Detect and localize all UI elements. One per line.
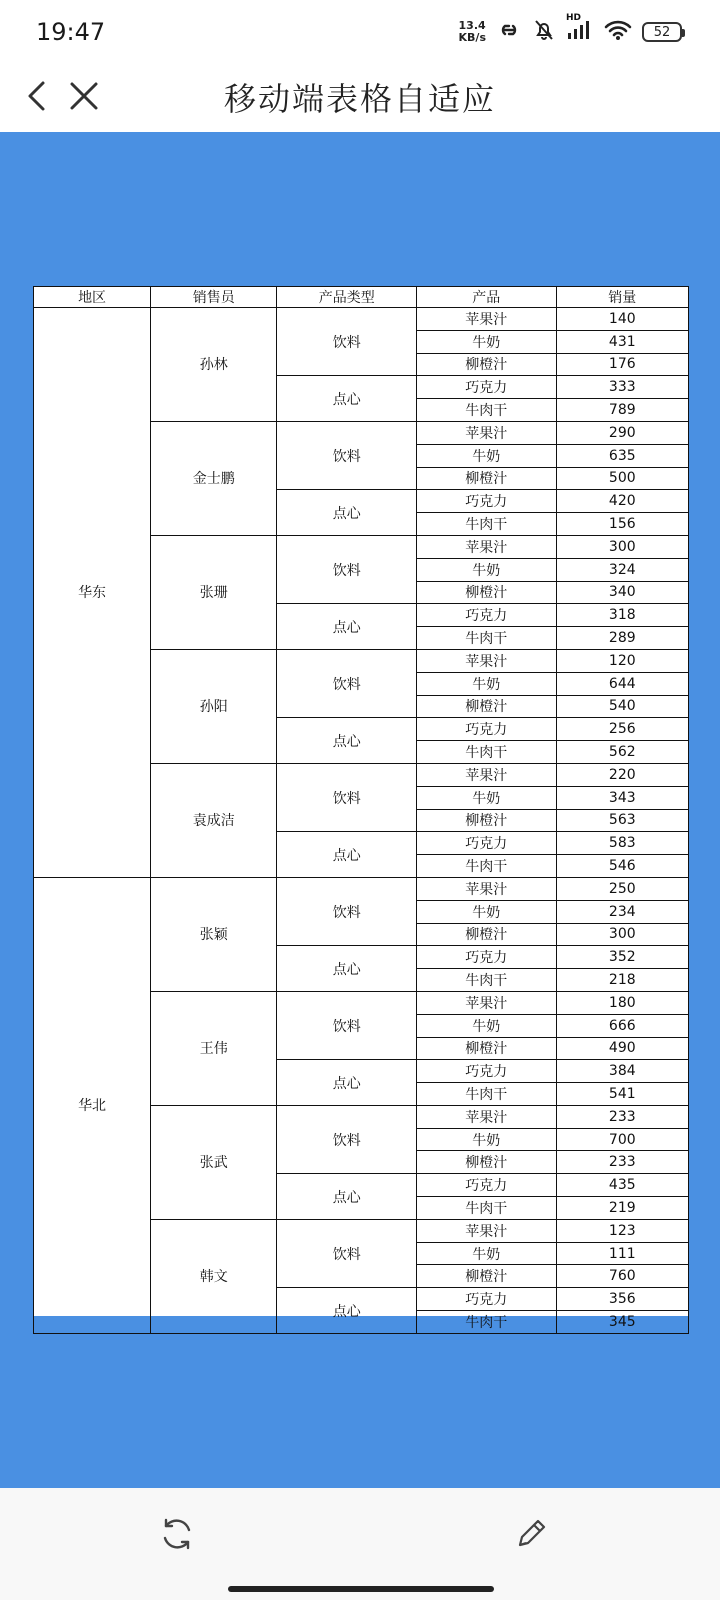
product-cell: 牛肉干 xyxy=(417,855,557,878)
product-type-cell: 点心 xyxy=(277,1288,417,1334)
product-cell: 柳橙汁 xyxy=(417,467,557,490)
product-type-cell: 点心 xyxy=(277,376,417,422)
sales-cell: 420 xyxy=(556,490,688,513)
product-cell: 牛肉干 xyxy=(417,627,557,650)
network-speed-value: 13.4 xyxy=(458,19,486,32)
sales-cell: 540 xyxy=(556,695,688,718)
sales-cell: 256 xyxy=(556,718,688,741)
product-cell: 牛肉干 xyxy=(417,399,557,422)
product-type-cell: 饮料 xyxy=(277,877,417,945)
seller-cell: 张珊 xyxy=(151,535,277,649)
seller-cell: 袁成洁 xyxy=(151,763,277,877)
sales-cell: 340 xyxy=(556,581,688,604)
sales-cell: 760 xyxy=(556,1265,688,1288)
table-body xyxy=(34,308,689,1334)
product-cell: 苹果汁 xyxy=(417,308,557,331)
product-type-cell: 饮料 xyxy=(277,1219,417,1287)
product-cell: 苹果汁 xyxy=(417,877,557,900)
product-cell: 巧克力 xyxy=(417,718,557,741)
region-cell: 华北 xyxy=(34,877,151,1333)
status-bar xyxy=(0,0,720,64)
sales-cell: 356 xyxy=(556,1288,688,1311)
page-title: 移动端表格自适应 xyxy=(223,80,496,118)
sales-cell: 435 xyxy=(556,1174,688,1197)
product-cell: 巧克力 xyxy=(417,946,557,969)
title-bar xyxy=(0,64,720,132)
product-type-cell: 饮料 xyxy=(277,1105,417,1173)
sales-cell: 219 xyxy=(556,1197,688,1220)
product-type-cell: 点心 xyxy=(277,1060,417,1106)
sales-cell: 333 xyxy=(556,376,688,399)
product-cell: 柳橙汁 xyxy=(417,1037,557,1060)
network-speed-unit: KB/s xyxy=(458,31,486,44)
product-cell: 牛肉干 xyxy=(417,969,557,992)
sales-table xyxy=(33,286,689,1334)
product-cell: 苹果汁 xyxy=(417,991,557,1014)
refresh-icon xyxy=(158,1515,196,1557)
sales-cell: 250 xyxy=(556,877,688,900)
sales-cell: 318 xyxy=(556,604,688,627)
product-cell: 苹果汁 xyxy=(417,649,557,672)
sales-cell: 546 xyxy=(556,855,688,878)
sales-cell: 635 xyxy=(556,444,688,467)
column-header: 销量 xyxy=(556,287,688,308)
product-type-cell: 点心 xyxy=(277,832,417,878)
network-speed xyxy=(459,20,486,44)
sales-cell: 300 xyxy=(556,535,688,558)
sales-cell: 120 xyxy=(556,649,688,672)
signal-icon xyxy=(566,13,594,45)
sales-cell: 289 xyxy=(556,627,688,650)
product-cell: 巧克力 xyxy=(417,376,557,399)
product-type-cell: 点心 xyxy=(277,490,417,536)
pencil-icon xyxy=(512,1515,550,1557)
product-cell: 牛肉干 xyxy=(417,741,557,764)
seller-cell: 金士鹏 xyxy=(151,421,277,535)
refresh-button[interactable] xyxy=(157,1516,197,1556)
product-cell: 苹果汁 xyxy=(417,1105,557,1128)
sales-table-container xyxy=(33,286,689,1331)
product-type-cell: 点心 xyxy=(277,946,417,992)
sales-cell: 234 xyxy=(556,900,688,923)
sales-cell: 700 xyxy=(556,1128,688,1151)
status-time: 19:47 xyxy=(36,18,106,46)
product-cell: 牛肉干 xyxy=(417,513,557,536)
product-cell: 巧克力 xyxy=(417,604,557,627)
seller-cell: 孙阳 xyxy=(151,649,277,763)
product-cell: 牛奶 xyxy=(417,444,557,467)
column-header: 产品类型 xyxy=(277,287,417,308)
sales-cell: 666 xyxy=(556,1014,688,1037)
product-cell: 柳橙汁 xyxy=(417,1265,557,1288)
seller-cell: 韩文 xyxy=(151,1219,277,1333)
column-header: 销售员 xyxy=(151,287,277,308)
bottom-toolbar xyxy=(0,1488,720,1600)
seller-cell: 张颖 xyxy=(151,877,277,991)
sales-cell: 431 xyxy=(556,330,688,353)
product-cell: 苹果汁 xyxy=(417,763,557,786)
sales-cell: 345 xyxy=(556,1311,688,1334)
product-type-cell: 饮料 xyxy=(277,421,417,489)
product-cell: 柳橙汁 xyxy=(417,581,557,604)
wifi-icon xyxy=(604,19,632,45)
product-cell: 牛奶 xyxy=(417,1014,557,1037)
sales-cell: 220 xyxy=(556,763,688,786)
sales-cell: 180 xyxy=(556,991,688,1014)
sales-cell: 789 xyxy=(556,399,688,422)
product-cell: 巧克力 xyxy=(417,1288,557,1311)
product-cell: 牛奶 xyxy=(417,672,557,695)
product-type-cell: 点心 xyxy=(277,718,417,764)
sales-cell: 563 xyxy=(556,809,688,832)
status-icons xyxy=(458,13,682,48)
sales-cell: 233 xyxy=(556,1105,688,1128)
product-type-cell: 饮料 xyxy=(277,535,417,603)
sales-cell: 290 xyxy=(556,421,688,444)
product-cell: 苹果汁 xyxy=(417,1219,557,1242)
sales-cell: 233 xyxy=(556,1151,688,1174)
sales-cell: 324 xyxy=(556,558,688,581)
sales-cell: 300 xyxy=(556,923,688,946)
home-indicator[interactable] xyxy=(228,1586,494,1592)
product-type-cell: 饮料 xyxy=(277,308,417,376)
region-cell: 华东 xyxy=(34,308,151,878)
seller-cell: 王伟 xyxy=(151,991,277,1105)
signal-label: HD xyxy=(566,13,582,23)
sales-cell: 140 xyxy=(556,308,688,331)
product-cell: 柳橙汁 xyxy=(417,353,557,376)
link-icon xyxy=(496,20,522,44)
sales-cell: 490 xyxy=(556,1037,688,1060)
product-type-cell: 饮料 xyxy=(277,991,417,1059)
product-type-cell: 饮料 xyxy=(277,763,417,831)
column-header: 地区 xyxy=(34,287,151,308)
product-cell: 牛肉干 xyxy=(417,1197,557,1220)
edit-button[interactable] xyxy=(511,1516,551,1556)
content-area xyxy=(0,132,720,1488)
product-cell: 牛奶 xyxy=(417,558,557,581)
column-header: 产品 xyxy=(417,287,557,308)
seller-cell: 张武 xyxy=(151,1105,277,1219)
product-cell: 柳橙汁 xyxy=(417,923,557,946)
product-type-cell: 点心 xyxy=(277,1174,417,1220)
battery-indicator: 52 xyxy=(642,22,682,42)
sales-cell: 156 xyxy=(556,513,688,536)
sales-cell: 541 xyxy=(556,1083,688,1106)
product-cell: 牛奶 xyxy=(417,900,557,923)
product-cell: 牛奶 xyxy=(417,1128,557,1151)
sales-cell: 176 xyxy=(556,353,688,376)
sales-cell: 384 xyxy=(556,1060,688,1083)
table-row xyxy=(34,877,689,900)
sales-cell: 583 xyxy=(556,832,688,855)
seller-cell: 孙林 xyxy=(151,308,277,422)
sales-cell: 500 xyxy=(556,467,688,490)
sales-cell: 343 xyxy=(556,786,688,809)
sales-cell: 111 xyxy=(556,1242,688,1265)
product-type-cell: 饮料 xyxy=(277,649,417,717)
product-cell: 柳橙汁 xyxy=(417,695,557,718)
table-row xyxy=(34,308,689,331)
sales-cell: 644 xyxy=(556,672,688,695)
product-cell: 牛肉干 xyxy=(417,1083,557,1106)
product-cell: 牛奶 xyxy=(417,1242,557,1265)
product-cell: 柳橙汁 xyxy=(417,809,557,832)
sales-cell: 123 xyxy=(556,1219,688,1242)
product-cell: 巧克力 xyxy=(417,832,557,855)
sales-cell: 352 xyxy=(556,946,688,969)
product-cell: 苹果汁 xyxy=(417,421,557,444)
product-cell: 牛奶 xyxy=(417,786,557,809)
product-cell: 巧克力 xyxy=(417,490,557,513)
product-cell: 牛奶 xyxy=(417,330,557,353)
product-cell: 巧克力 xyxy=(417,1174,557,1197)
sales-cell: 562 xyxy=(556,741,688,764)
sales-cell: 218 xyxy=(556,969,688,992)
product-cell: 柳橙汁 xyxy=(417,1151,557,1174)
mute-bell-icon xyxy=(532,18,556,46)
product-cell: 巧克力 xyxy=(417,1060,557,1083)
product-cell: 苹果汁 xyxy=(417,535,557,558)
table-header-row xyxy=(34,287,689,308)
product-type-cell: 点心 xyxy=(277,604,417,650)
product-cell: 牛肉干 xyxy=(417,1311,557,1334)
